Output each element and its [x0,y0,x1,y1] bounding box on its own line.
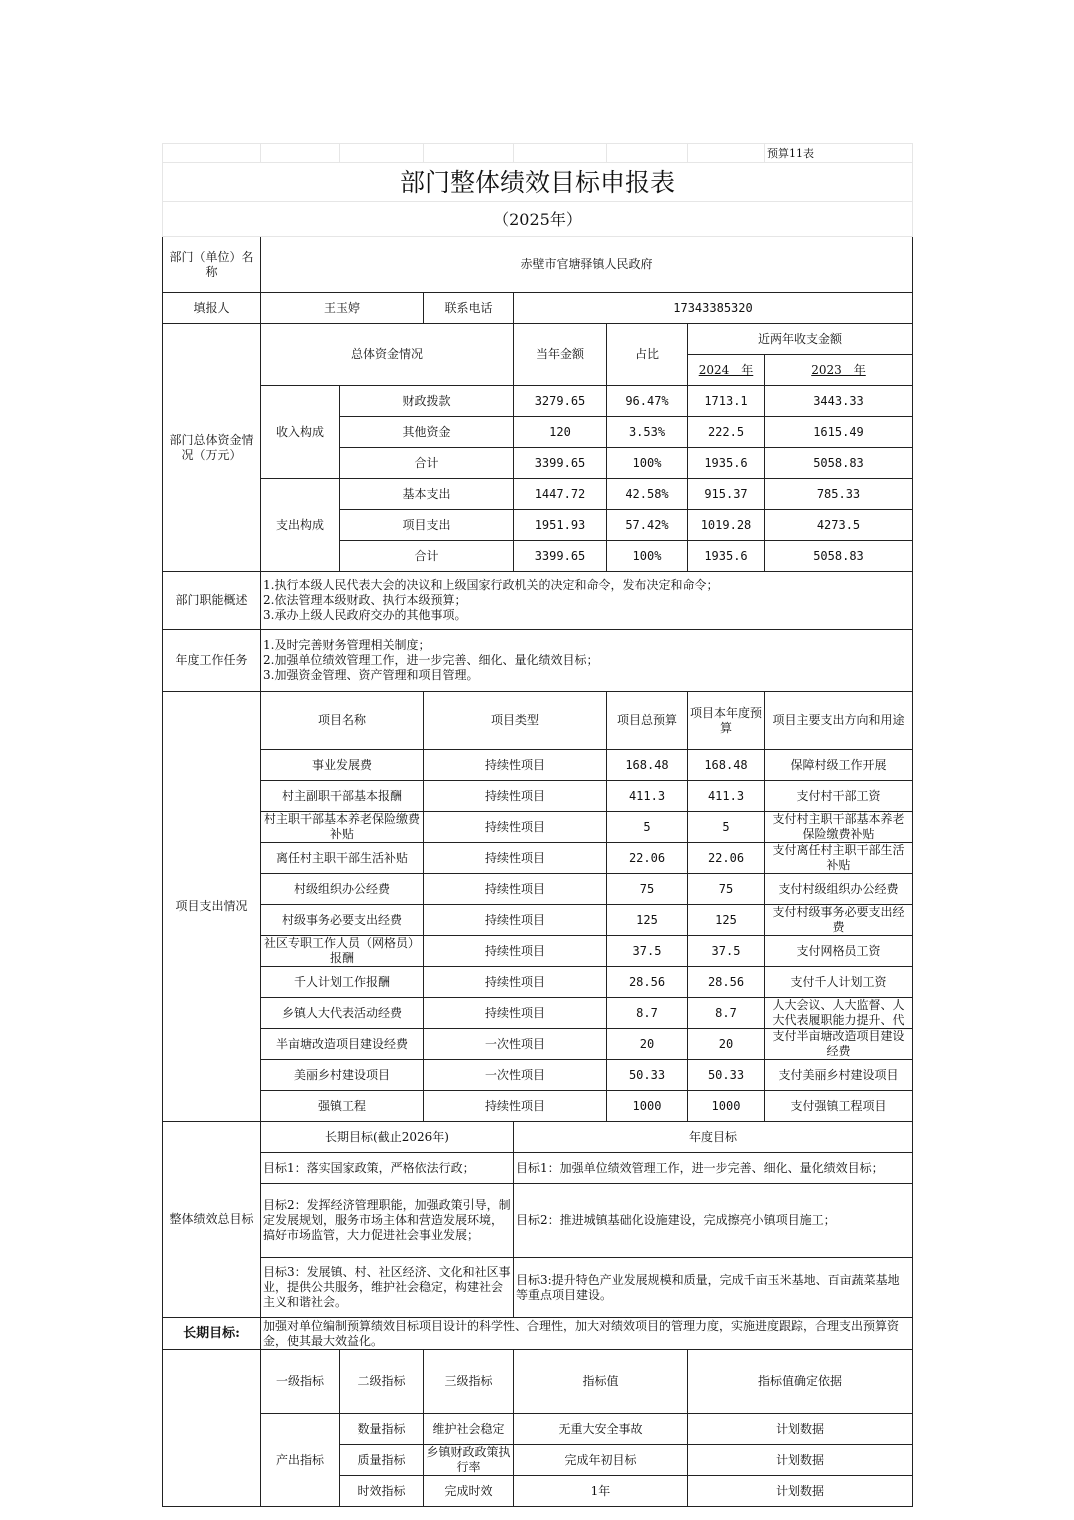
expense-total-name: 合计 [340,541,514,572]
project-type: 持续性项目 [424,874,607,905]
form-ref: 预算11表 [765,144,913,163]
project-type: 持续性项目 [424,750,607,781]
project-name: 强镇工程 [261,1091,424,1122]
income-total-2024: 1935.6 [688,448,765,479]
duty-line: 2.依法管理本级财政、执行本级预算； [263,593,467,607]
project-type: 持续性项目 [424,781,607,812]
annual-tasks-text [261,630,913,692]
annual-goal: 目标2：推进城镇基础化设施建设，完成擦亮小镇项目施工； [514,1184,913,1258]
indicator-basis: 计划数据 [688,1445,913,1476]
indicator-level2: 时效指标 [340,1476,424,1507]
project-type-header: 项目类型 [424,692,607,750]
indicator-level3: 完成时效 [424,1476,514,1507]
income-label: 收入构成 [261,386,340,479]
project-total: 28.56 [607,967,688,998]
indicator-level2: 数量指标 [340,1414,424,1445]
expense-name: 基本支出 [340,479,514,510]
project-total: 125 [607,905,688,936]
project-annual: 50.33 [688,1060,765,1091]
project-total: 411.3 [607,781,688,812]
project-type: 持续性项目 [424,936,607,967]
project-type: 持续性项目 [424,843,607,874]
overall-funds-label: 总体资金情况 [261,324,514,386]
performance-form [162,143,912,1507]
output-indicator-label: 产出指标 [261,1414,340,1507]
long-term-goal: 目标2：发挥经济管理职能，加强政策引导，制定发展规划，服务市场主体和营造发展环境，搞好市场监管，大力促进社会事业发展； [261,1184,514,1258]
project-type: 持续性项目 [424,998,607,1029]
annual-goal: 目标3:提升特色产业发展规模和质量，完成千亩玉米基地、百亩蔬菜基地等重点项目建设。 [514,1258,913,1318]
duties-label: 部门职能概述 [163,572,261,630]
indicator-level1-header: 一级指标 [261,1350,340,1414]
duty-line: 1.执行本级人民代表大会的决议和上级国家行政机关的决定和命令，发布决定和命令； [263,578,719,592]
income-total-name: 合计 [340,448,514,479]
long-term-goal: 目标3：发展镇、村、社区经济、文化和社区事业，提供公共服务，维护社会稳定，构建社会主义和谐社会。 [261,1258,514,1318]
expense-ratio: 57.42% [607,510,688,541]
expense-2024: 1019.28 [688,510,765,541]
project-total: 5 [607,812,688,843]
income-total-ratio: 100% [607,448,688,479]
income-total-2023: 5058.83 [765,448,913,479]
year-2023-header: 2023 年 [765,355,913,386]
long-term-goal: 目标1：落实国家政策，严格依法行政； [261,1153,514,1184]
expense-total-amount: 3399.65 [514,541,607,572]
income-2023: 1615.49 [765,417,913,448]
project-annual: 168.48 [688,750,765,781]
long-term-objective-label: 长期目标: [163,1318,261,1350]
form-title: 部门整体绩效目标申报表 [163,163,913,202]
expense-total-2024: 1935.6 [688,541,765,572]
indicator-basis-header: 指标值确定依据 [688,1350,913,1414]
project-type: 持续性项目 [424,905,607,936]
project-annual: 22.06 [688,843,765,874]
expense-2024: 915.37 [688,479,765,510]
projects-label: 项目支出情况 [163,692,261,1122]
project-total: 75 [607,874,688,905]
project-annual: 411.3 [688,781,765,812]
task-line: 1.及时完善财务管理相关制度； [263,638,431,652]
annual-goals-header: 年度目标 [514,1122,913,1153]
funds-section-label: 部门总体资金情况（万元） [163,324,261,572]
project-type: 持续性项目 [424,967,607,998]
indicator-level3-header: 三级指标 [424,1350,514,1414]
ratio-header: 占比 [607,324,688,386]
duties-text [261,572,913,630]
project-name: 千人计划工作报酬 [261,967,424,998]
task-line: 3.加强资金管理、资产管理和项目管理。 [263,668,479,682]
form-table [162,143,913,1507]
expense-ratio: 42.58% [607,479,688,510]
filler-name: 王玉婷 [261,293,424,324]
project-use: 支付半亩塘改造项目建设经费 [765,1029,913,1060]
project-use: 人大会议、人大监督、人大代表履职能力提升、代 [765,998,913,1029]
dept-label: 部门（单位）名称 [163,237,261,293]
indicator-basis: 计划数据 [688,1476,913,1507]
phone-label: 联系电话 [424,293,514,324]
phone-number: 17343385320 [514,293,913,324]
income-ratio: 3.53% [607,417,688,448]
project-annual: 1000 [688,1091,765,1122]
project-annual: 75 [688,874,765,905]
annual-goal: 目标1：加强单位绩效管理工作，进一步完善、细化、量化绩效目标； [514,1153,913,1184]
indicator-level3: 维护社会稳定 [424,1414,514,1445]
project-annual: 28.56 [688,967,765,998]
project-name: 村主职干部基本养老保险缴费补贴 [261,812,424,843]
project-use: 支付离任村主职干部生活补贴 [765,843,913,874]
project-use: 保障村级工作开展 [765,750,913,781]
expense-amount: 1951.93 [514,510,607,541]
task-line: 2.加强单位绩效管理工作，进一步完善、细化、量化绩效目标； [263,653,599,667]
project-use: 支付村级组织办公经费 [765,874,913,905]
project-use: 支付美丽乡村建设项目 [765,1060,913,1091]
project-annual: 125 [688,905,765,936]
expense-total-2023: 5058.83 [765,541,913,572]
indicator-level2-header: 二级指标 [340,1350,424,1414]
project-use: 支付村主职干部基本养老保险缴费补贴 [765,812,913,843]
long-term-objective-text: 加强对单位编制预算绩效目标项目设计的科学性、合理性，加大对绩效项目的管理力度，实施进度跟踪，合理支出预算资金，使其最大效益化。 [261,1318,913,1350]
goals-label: 整体绩效总目标 [163,1122,261,1318]
project-name: 半亩塘改造项目建设经费 [261,1029,424,1060]
project-type: 持续性项目 [424,1091,607,1122]
income-name: 其他资金 [340,417,514,448]
indicator-basis: 计划数据 [688,1414,913,1445]
project-use-header: 项目主要支出方向和用途 [765,692,913,750]
indicator-level3: 乡镇财政政策执行率 [424,1445,514,1476]
indicator-level2: 质量指标 [340,1445,424,1476]
expense-2023: 785.33 [765,479,913,510]
project-annual-header: 项目本年度预算 [688,692,765,750]
indicator-value-header: 指标值 [514,1350,688,1414]
project-type: 一次性项目 [424,1029,607,1060]
project-use: 支付千人计划工资 [765,967,913,998]
dept-name: 赤壁市官塘驿镇人民政府 [261,237,913,293]
indicator-value: 无重大安全事故 [514,1414,688,1445]
project-annual: 20 [688,1029,765,1060]
project-use: 支付强镇工程项目 [765,1091,913,1122]
project-name: 村主副职干部基本报酬 [261,781,424,812]
expense-2023: 4273.5 [765,510,913,541]
income-amount: 3279.65 [514,386,607,417]
income-2023: 3443.33 [765,386,913,417]
two-years-header: 近两年收支金额 [688,324,913,355]
project-name: 村级事务必要支出经费 [261,905,424,936]
project-name: 村级组织办公经费 [261,874,424,905]
project-total: 22.06 [607,843,688,874]
form-year: （2025年） [163,202,913,237]
project-name: 事业发展费 [261,750,424,781]
income-2024: 1713.1 [688,386,765,417]
project-annual: 5 [688,812,765,843]
year-2024-header: 2024 年 [688,355,765,386]
current-amount-header: 当年金额 [514,324,607,386]
project-use: 支付网格员工资 [765,936,913,967]
project-annual: 37.5 [688,936,765,967]
annual-tasks-label: 年度工作任务 [163,630,261,692]
project-type: 一次性项目 [424,1060,607,1091]
long-term-goals-header: 长期目标(截止2026年) [261,1122,514,1153]
duty-line: 3.承办上级人民政府交办的其他事项。 [263,608,467,622]
indicator-value: 1年 [514,1476,688,1507]
expense-name: 项目支出 [340,510,514,541]
income-ratio: 96.47% [607,386,688,417]
income-amount: 120 [514,417,607,448]
project-total: 20 [607,1029,688,1060]
project-annual: 8.7 [688,998,765,1029]
project-name: 离任村主职干部生活补贴 [261,843,424,874]
income-name: 财政拨款 [340,386,514,417]
project-total: 8.7 [607,998,688,1029]
project-total: 37.5 [607,936,688,967]
project-type: 持续性项目 [424,812,607,843]
project-total: 50.33 [607,1060,688,1091]
project-total: 168.48 [607,750,688,781]
project-use: 支付村级事务必要支出经费 [765,905,913,936]
income-total-amount: 3399.65 [514,448,607,479]
project-total-header: 项目总预算 [607,692,688,750]
project-use: 支付村干部工资 [765,781,913,812]
income-2024: 222.5 [688,417,765,448]
project-name: 乡镇人大代表活动经费 [261,998,424,1029]
project-name: 美丽乡村建设项目 [261,1060,424,1091]
filler-label: 填报人 [163,293,261,324]
expense-total-ratio: 100% [607,541,688,572]
project-total: 1000 [607,1091,688,1122]
indicator-value: 完成年初目标 [514,1445,688,1476]
expense-label: 支出构成 [261,479,340,572]
project-name: 社区专职工作人员（网格员）报酬 [261,936,424,967]
expense-amount: 1447.72 [514,479,607,510]
project-name-header: 项目名称 [261,692,424,750]
